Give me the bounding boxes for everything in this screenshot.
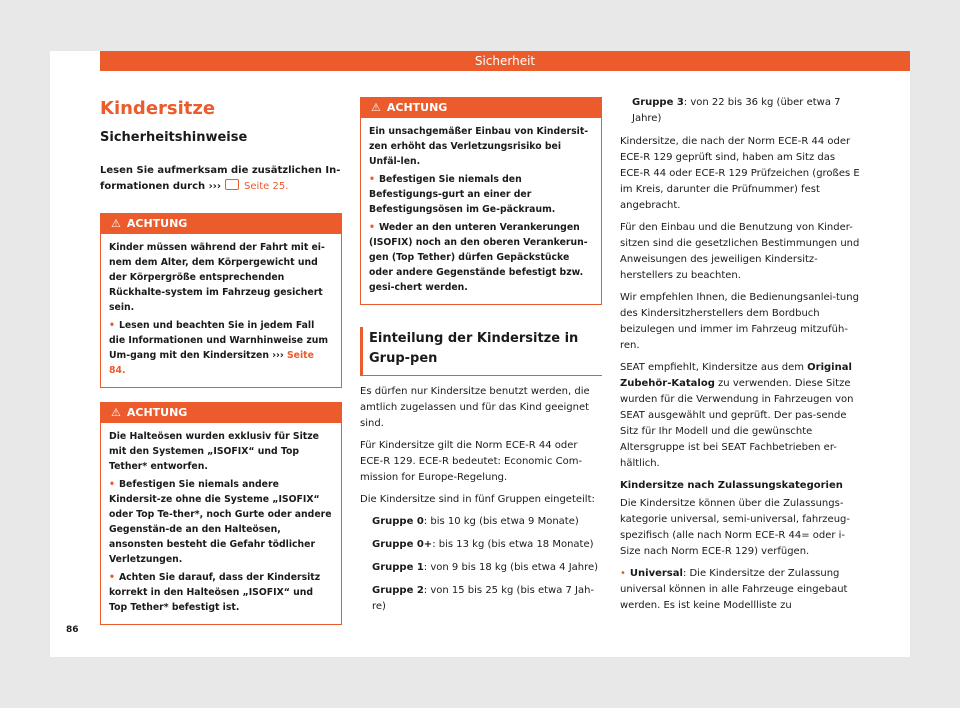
warning-triangle-icon: ⚠ [111,406,121,419]
manual-page [50,51,910,657]
warning-bullet: • Befestigen Sie niemals den Befestigungs-gurt an einer der Befestigungsösen im Ge-päckraum. [369,172,593,217]
warning-box-1 [100,213,342,388]
warning-bullet: • Befestigen Sie niemals andere Kindersit-ze ohne die Systeme „ISOFIX“ oder Top Te-ther*, noch Gurte oder andere Gegenstän-de an den Halteösen, ansonsten besteht die Gefahr tödlicher Verletzungen. [109,477,333,567]
group-item: Gruppe 0+: bis 13 kg (bis etwa 18 Monate) [372,539,594,550]
section-title: Einteilung der Kindersitze in Grup-pen [360,327,602,376]
paragraph: SEAT empfiehlt, Kindersitze aus dem Original Zubehör-Katalog zu verwenden. Diese Sitze wurden für die Verwendung in Fahrzeugen von SEAT ausgewählt und geprüft. Der pas-sende Sitz für Ihr Modell und die gewünschte Altersgruppe ist bei SEAT Fachbetrieben er-hältlich. [620,362,854,469]
book-icon [225,179,239,190]
warning-header: ⚠ ACHTUNG [101,403,341,423]
warning-triangle-icon: ⚠ [371,101,381,114]
warning-bullet: • Lesen und beachten Sie in jedem Fall die Informationen und Warnhinweise zum Um-gang mit den Kindersitzen ››› Seite 84. [109,318,333,378]
column-right [620,95,860,620]
group-item: Gruppe 3: von 22 bis 36 kg (über etwa 7 Jahre) [632,97,841,124]
section-header: Sicherheit [100,51,910,71]
intro-link[interactable]: Seite 25. [243,181,289,192]
page-title: Kindersitze [100,98,216,119]
warning-triangle-icon: ⚠ [111,217,121,230]
paragraph: Kindersitze, die nach der Norm ECE-R 44 oder ECE-R 129 geprüft sind, haben am Sitz das ECE-R 44 oder ECE-R 129 Prüfzeichen (großes E im Kreis, darunter die Prüfnummer) fest angebracht. [620,136,860,211]
paragraph: Für den Einbau und die Benutzung von Kinder-sitzen sind die gesetzlichen Bestimmungen und Anweisungen des jeweiligen Kindersitz-herstellers zu beachten. [620,222,860,281]
paragraph: Die Kindersitze können über die Zulassungs-kategorie universal, semi-universal, fahrzeug-spezifisch (alle nach Norm ECE-R 44= oder i-Size nach Norm ECE-R 129) verfügen. [620,498,851,557]
warning-header: ⚠ ACHTUNG [361,98,601,118]
subtitle: Sicherheitshinweise [100,130,248,145]
subheading: Kindersitze nach Zulassungskategorien [620,480,843,491]
warning-box-3 [360,97,602,305]
page-number: 86 [66,625,79,635]
paragraph: Es dürfen nur Kindersitze benutzt werden, die amtlich zugelassen und für das Kind geeignet sind. [360,386,590,429]
paragraph: Wir empfehlen Ihnen, die Bedienungsanlei-tung des Kindersitzherstellers dem Bordbuch beizulegen und immer im Fahrzeug mitzufüh-ren. [620,292,859,351]
warning-bullet: • Weder an den unteren Verankerungen (ISOFIX) noch an den oberen Verankerun-gen (Top Tether) dürfen Gepäckstücke oder andere Gegenstände befestigt bzw. gesi-chert werden. [369,220,593,295]
group-item: Gruppe 1: von 9 bis 18 kg (bis etwa 4 Jahre) [372,562,599,573]
group-item: Gruppe 2: von 15 bis 25 kg (bis etwa 7 Jah-re) [372,585,595,612]
warning-text: Ein unsachgemäßer Einbau von Kindersit-zen erhöht das Verletzungsrisiko bei Unfäl-len. [369,126,589,167]
universal-item: • Universal: Die Kindersitze der Zulassung universal können in alle Fahrzeuge eingebaut werden. Es ist keine Modellliste zu [620,566,860,614]
column-left [100,97,342,639]
warning-link[interactable]: Seite 84. [109,350,314,376]
warning-box-2 [100,402,342,625]
paragraph: Für Kindersitze gilt die Norm ECE-R 44 oder ECE-R 129. ECE-R bedeutet: Economic Com-mission for Europe-Regelung. [360,440,583,483]
warning-text: Kinder müssen während der Fahrt mit ei-nem dem Alter, dem Körpergewicht und der Körpergröße entsprechenden Rückhalte-system im Fahrzeug gesichert sein. [109,242,325,313]
column-middle [360,97,602,622]
warning-body [101,423,341,624]
group-item: Gruppe 0: bis 10 kg (bis etwa 9 Monate) [372,516,579,527]
paragraph: Die Kindersitze sind in fünf Gruppen eingeteilt: [360,494,595,505]
warning-body [361,118,601,304]
warning-header: ⚠ ACHTUNG [101,214,341,234]
warning-text: Die Halteösen wurden exklusiv für Sitze mit den Systemen „ISOFIX“ und Top Tether* entworfen. [109,431,319,472]
warning-body [101,234,341,387]
intro-paragraph: Lesen Sie aufmerksam die zusätzlichen In-formationen durch ››› Seite 25. [100,165,341,192]
warning-bullet: • Achten Sie darauf, dass der Kindersitz korrekt in den Halteösen „ISOFIX“ und Top Tether* befestigt ist. [109,570,333,615]
